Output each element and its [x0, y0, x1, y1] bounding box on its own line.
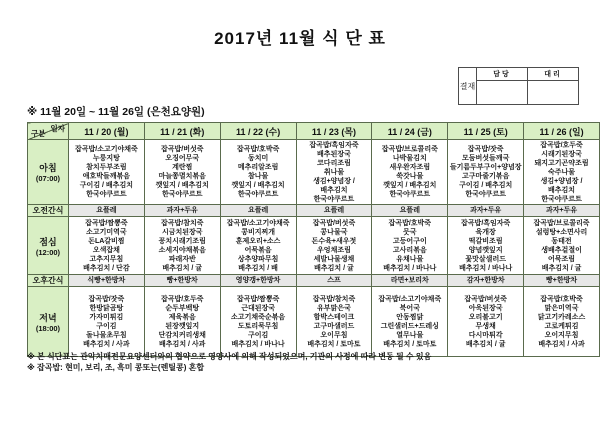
approval-col-deputy: 대리 [528, 68, 579, 81]
meal-name-label: 저녁 [39, 312, 57, 323]
snack-cell: 요플레 [296, 205, 372, 217]
corner-header-cell [28, 123, 69, 140]
day-header: 11 / 23 (목) [296, 123, 372, 140]
row-label-snack: 오전간식 [28, 205, 69, 217]
meal-plan-table [27, 122, 600, 357]
menu-cell: 잡곡밥/호박죽 뭇국 고등어구이 고사리볶음 유채나물 배추김치 / 바나나 [372, 217, 448, 275]
snack-cell: 영양갱+한방차 [220, 275, 296, 287]
approval-table [458, 67, 579, 105]
day-header: 11 / 24 (금) [372, 123, 448, 140]
meal-name-label: 점심 [39, 236, 57, 247]
page-title: 2017년 11월 식 단 표 [214, 29, 386, 48]
menu-cell: 잡곡밥/버섯죽 콩나물국 돈수육+새우젓 우엉채조림 세발나물생채 배추김치 / 귤 [296, 217, 372, 275]
menu-cell: 잡곡밥/호박죽 맑은미역국 닭고기카레소스 고로케튀김 오이지무침 배추김치 / 사과 [524, 287, 600, 357]
approval-sign-cell [477, 81, 528, 105]
corner-category-label: 구분 [31, 129, 46, 138]
menu-cell: 잡곡밥/소고기야채죽 콩비지찌개 훈제오리+소스 어묵볶음 상추양파무침 배추김치 / 배 [220, 217, 296, 275]
menu-cell: 잡곡밥/버섯죽 오징어무국 계란찜 마늘쫑멸치볶음 깻잎지 / 배추김치 한국야쿠르트 [144, 140, 220, 205]
approval-sign-cell [528, 81, 579, 105]
snack-cell: 과자+두유 [448, 205, 524, 217]
menu-cell: 잡곡밥/브로콜리죽 설렁탕+소면사리 동태전 생배추겉절이 어묵조림 배추김치 / 귤 [524, 217, 600, 275]
day-header: 11 / 26 (일) [524, 123, 600, 140]
snack-cell: 빵+한방차 [144, 275, 220, 287]
menu-cell: 잡곡밥/흑임자죽 배추된장국 코다리조림 취나물 생김+양념장 / 배추김치 한국야쿠르트 [296, 140, 372, 205]
footnotes [27, 352, 587, 373]
menu-cell: 잡곡밥/짬뽕죽 소고기미역국 돈LA갈비찜 오색잡채 고추지무침 배추김치 / 단감 [68, 217, 144, 275]
footnote-line: ※ 본 식단표는 관악치매전문요양센터와의 협약으로 영양사에 의해 작성되었으며, 기관의 사정에 따라 변동 될 수 있음 [27, 352, 432, 361]
menu-cell: 잡곡밥/잣죽 모둠버섯들깨국 들기름두부구이+양념장 고구마줄기볶음 구이김 / 배추김치 한국야쿠르트 [448, 140, 524, 205]
menu-cell: 잡곡밥/호박죽 동치미 메추리알조림 참나물 깻잎지 / 배추김치 한국야쿠르트 [220, 140, 296, 205]
meal-time-label: (12:00) [35, 247, 61, 257]
row-label-meal [28, 217, 69, 275]
row-label-snack: 오후간식 [28, 275, 69, 287]
menu-cell: 잡곡밥/잣죽 한방닭곰탕 가자미튀김 구이김 돌나물초무침 배추김치 / 사과 [68, 287, 144, 357]
snack-cell: 요플레 [220, 205, 296, 217]
footnote-line: ※ 잡곡밥: 현미, 보리, 조, 흑미 콩또는(렌틸콩) 혼합 [27, 362, 205, 372]
snack-cell: 빵+한방차 [524, 275, 600, 287]
snack-cell: 스프 [296, 275, 372, 287]
snack-cell: 식빵+한방차 [68, 275, 144, 287]
meal-time-label: (07:00) [35, 174, 61, 183]
menu-cell: 잡곡밥/흑임자죽 육개장 떡갈비조림 양념깻잎지 꽃맛살샐러드 배추김치 / 바나나 [448, 217, 524, 275]
row-label-meal [28, 287, 69, 357]
snack-cell: 요플레 [372, 205, 448, 217]
meal-time-label: (18:00) [35, 323, 61, 333]
snack-cell: 요플레 [68, 205, 144, 217]
corner-date-label: 일자 [50, 124, 65, 133]
approval-label: 결재 [459, 68, 477, 105]
snack-cell: 감자+한방차 [448, 275, 524, 287]
day-header: 11 / 20 (월) [68, 123, 144, 140]
week-range-subtitle: ※ 11월 20일 ~ 11월 26일 (은천요양원) [27, 106, 205, 118]
menu-cell: 잡곡밥/참치죽 시금치된장국 꽁치시래기조림 소세지야채볶음 파래자반 배추김치 / 귤 [144, 217, 220, 275]
menu-cell: 잡곡밥/참치죽 유부맑은국 함박스테이크 고구마샐러드 오이무침 배추김치 / 토마토 [296, 287, 372, 357]
menu-cell: 잡곡밥/호두죽 시래기된장국 돼지고기곤약조림 숙주나물 생김+양념장 / 배추김치 한국야쿠르트 [524, 140, 600, 205]
snack-cell: 과자+두유 [144, 205, 220, 217]
menu-cell: 잡곡밥/소고기야채죽 북어국 안동찜닭 그린샐러드+드레싱 열무나물 배추김치 / 토마토 [372, 287, 448, 357]
menu-cell: 잡곡밥/소고기야채죽 누룽지탕 참치두부조림 애호박들깨볶음 구이김 / 배추김치 한국야쿠르트 [68, 140, 144, 205]
meal-name-label: 아침 [39, 163, 57, 173]
row-label-meal [28, 140, 69, 205]
approval-col-manager: 담당 [477, 68, 528, 81]
snack-cell: 라면+보리차 [372, 275, 448, 287]
snack-cell: 과자+두유 [524, 205, 600, 217]
menu-cell: 잡곡밥/호두죽 순두부백탕 제육볶음 된장깻잎지 단감치커리생채 배추김치 / 사과 [144, 287, 220, 357]
day-header: 11 / 22 (수) [220, 123, 296, 140]
day-header: 11 / 21 (화) [144, 123, 220, 140]
menu-cell: 잡곡밥/짬뽕죽 근대된장국 소고기채죽순볶음 도토리묵무침 구이김 배추김치 / 바나나 [220, 287, 296, 357]
menu-cell: 잡곡밥/버섯죽 아욱된장국 오리불고기 무생채 다시마튀각 배추김치 / 귤 [448, 287, 524, 357]
day-header: 11 / 25 (토) [448, 123, 524, 140]
menu-cell: 잡곡밥/브로콜리죽 나박물김치 새우완자조림 쑥갓나물 깻잎지 / 배추김치 한국야쿠르트 [372, 140, 448, 205]
